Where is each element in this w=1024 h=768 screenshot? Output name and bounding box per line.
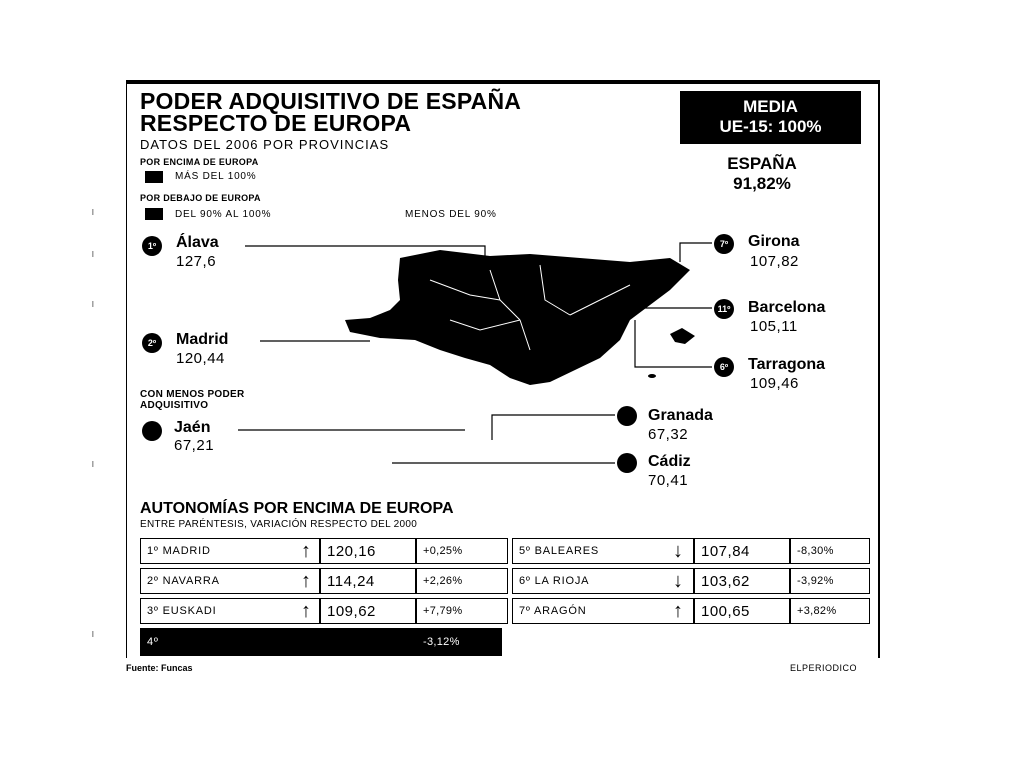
- row-label: 3º EUSKADI: [140, 598, 320, 624]
- rank-badge-tarragona: 6º: [714, 357, 734, 377]
- up-arrow-icon: ↑: [673, 600, 683, 622]
- espana-total: ESPAÑA 91,82%: [727, 154, 797, 193]
- province-name-alava: Álava: [176, 234, 219, 251]
- autonomias-table: [140, 538, 872, 656]
- cadiz-dot: [617, 453, 637, 473]
- up-arrow-icon: ↑: [301, 570, 311, 592]
- gutter-mark: l: [92, 250, 94, 259]
- province-value-madrid: 120,44: [176, 350, 225, 367]
- subtitle: DATOS DEL 2006 POR PROVINCIAS: [140, 137, 390, 152]
- province-name-barcelona: Barcelona: [748, 299, 826, 316]
- gutter-mark: l: [92, 208, 94, 217]
- row-variation: +3,82%: [790, 598, 870, 624]
- granada-dot: [617, 406, 637, 426]
- province-value-cadiz: 70,41: [648, 472, 689, 489]
- row-value: 100,65: [694, 598, 790, 624]
- province-name-tarragona: Tarragona: [748, 356, 826, 373]
- row-value: [320, 628, 416, 656]
- autonomias-subheading: ENTRE PARÉNTESIS, VARIACIÓN RESPECTO DEL 2000: [140, 519, 418, 530]
- legend-below-item2: MENOS DEL 90%: [405, 209, 497, 220]
- legend-above-item: MÁS DEL 100%: [175, 171, 257, 182]
- row-value: 120,16: [320, 538, 416, 564]
- row-variation: +2,26%: [416, 568, 508, 594]
- row-variation: +0,25%: [416, 538, 508, 564]
- province-value-girona: 107,82: [750, 253, 799, 270]
- row-label: 2º NAVARRA: [140, 568, 320, 594]
- down-arrow-icon: ↓: [673, 540, 683, 562]
- province-name-girona: Girona: [748, 233, 800, 250]
- row-label: 7º ARAGÓN: [512, 598, 694, 624]
- jaen-dot: [142, 421, 162, 441]
- province-name-granada: Granada: [648, 407, 713, 424]
- row-label: 5º BALEARES: [512, 538, 694, 564]
- up-arrow-icon: ↑: [301, 600, 311, 622]
- row-variation: -3,92%: [790, 568, 870, 594]
- row-value: 103,62: [694, 568, 790, 594]
- province-value-tarragona: 109,46: [750, 375, 799, 392]
- province-value-barcelona: 105,11: [750, 318, 798, 335]
- row-value: 107,84: [694, 538, 790, 564]
- publisher-credit: ELPERIODICO: [790, 663, 858, 673]
- rank-badge-barcelona: 11º: [714, 299, 734, 319]
- source-note: Fuente: Funcas: [126, 663, 193, 673]
- row-label: 6º LA RIOJA: [512, 568, 694, 594]
- down-arrow-icon: ↓: [673, 570, 683, 592]
- media-box: MEDIA UE-15: 100%: [680, 91, 861, 144]
- page-title: PODER ADQUISITIVO DE ESPAÑA RESPECTO DE EUROPA: [140, 88, 522, 136]
- less-power-heading: CON MENOS PODER ADQUISITIVO: [140, 389, 245, 411]
- row-value: 114,24: [320, 568, 416, 594]
- rank-badge-alava: 1º: [142, 236, 162, 256]
- province-name-cadiz: Cádiz: [648, 453, 691, 470]
- province-value-alava: 127,6: [176, 253, 217, 270]
- province-name-madrid: Madrid: [176, 331, 229, 348]
- up-arrow-icon: ↑: [301, 540, 311, 562]
- province-value-jaen: 67,21: [174, 437, 215, 454]
- legend-above-heading: POR ENCIMA DE EUROPA: [140, 157, 259, 167]
- gutter-mark: l: [92, 300, 94, 309]
- legend-below-item1: DEL 90% AL 100%: [175, 209, 272, 220]
- row-variation: +7,79%: [416, 598, 508, 624]
- rank-badge-girona: 7º: [714, 234, 734, 254]
- row-label: 1º MADRID: [140, 538, 320, 564]
- row-label: 4º: [140, 628, 320, 656]
- gutter-mark: l: [92, 460, 94, 469]
- gutter-mark: l: [92, 630, 94, 639]
- row-value: 109,62: [320, 598, 416, 624]
- row-variation: -8,30%: [790, 538, 870, 564]
- province-name-jaen: Jaén: [174, 419, 211, 436]
- legend-below-heading: POR DEBAJO DE EUROPA: [140, 193, 261, 203]
- province-value-granada: 67,32: [648, 426, 689, 443]
- autonomias-heading: AUTONOMÍAS POR ENCIMA DE EUROPA: [140, 500, 454, 517]
- rank-badge-madrid: 2º: [142, 333, 162, 353]
- row-variation: -3,12%: [416, 628, 502, 656]
